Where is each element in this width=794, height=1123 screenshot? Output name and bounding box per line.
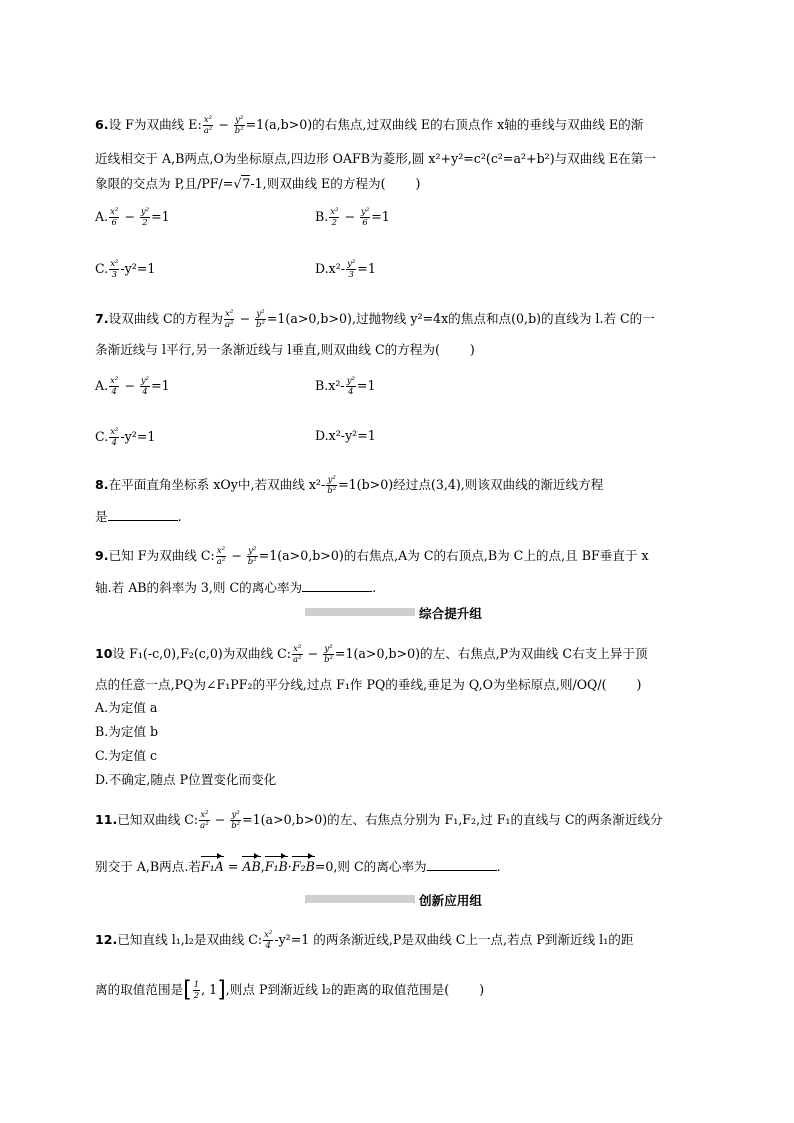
q7-options-row1: A. $\frac{\text{x²}}{4}$ − $\frac{\text{y²}}{4}$ =1 B.x²- $\frac{\text{y²}}{4}$ =1 — [95, 376, 376, 397]
q6-line3: 象限的交点为 P,且/PF/=√7-1,则双曲线 E的方程为( ) — [95, 176, 421, 191]
q7-number: 7. — [95, 311, 109, 326]
q10-option-b: B.为定值 b — [95, 724, 159, 739]
q10-option-c: C.为定值 c — [95, 748, 158, 763]
section-bar — [305, 608, 415, 616]
answer-blank[interactable] — [427, 858, 497, 871]
q11-line1: 11.已知双曲线 C: $\frac{\text{x²}}{\text{a²}}$ − $\frac{\text{y²}}{\text{b²}}$ =1(a>0,b>0)的左、右焦点分别为 F₁,F₂,过 F₁的直线与 C的两条渐近线分 — [95, 810, 663, 831]
q10-option-d: D.不确定,随点 P位置变化而变化 — [95, 772, 277, 787]
q12-line1: 12.已知直线 l₁,l₂是双曲线 C: $\frac{\text{x²}}{4}$ -y²=1 的两条渐近线,P是双曲线 C上一点,若点 P到渐近线 l₁的距 — [95, 930, 634, 951]
q10-option-a: A.为定值 a — [95, 700, 158, 715]
q12-number: 12. — [95, 932, 118, 947]
q9-line2: 轴.若 AB的斜率为 3,则 C的离心率为 . — [95, 580, 377, 595]
section-header-2: 创新应用组 — [305, 890, 505, 908]
section-bar — [305, 895, 415, 903]
q8-number: 8. — [95, 477, 109, 492]
q10-line1: 10设 F₁(-c,0),F₂(c,0)为双曲线 C: $\frac{\text{x²}}{\text{a²}}$ − $\frac{\text{y²}}{\text{b²}}$ =1(a>0,b>0)的左、右焦点,P为双曲线 C右支上异于顶 — [95, 644, 648, 665]
q10-line2: 点的任意一点,PQ为∠F₁PF₂的平分线,过点 F₁作 PQ的垂线,垂足为 Q,O为坐标原点,则/OQ/( ) — [95, 677, 642, 692]
q7-line2: 条渐近线与 l平行,另一条渐近线与 l垂直,则双曲线 C的方程为( ) — [95, 342, 475, 357]
fraction: $\frac{\text{x²}}{\text{a²}}$ — [203, 115, 213, 136]
q12-line2: 离的取值范围是[ $\frac{1}{2}$ , 1],则点 P到渐近线 l₂的距离的取值范围是( ) — [95, 977, 485, 1003]
fraction: $\frac{\text{y²}}{\text{b²}}$ — [234, 115, 244, 136]
q6-options-row2: C. $\frac{\text{x²}}{3}$ -y²=1 D.x²- $\frac{\text{y²}}{3}$ =1 — [95, 259, 376, 280]
answer-blank[interactable] — [108, 508, 178, 521]
q6-number: 6. — [95, 117, 109, 132]
q10-number: 10 — [95, 646, 113, 661]
q6-line2: 近线相交于 A,B两点,O为坐标原点,四边形 OAFB为菱形,圆 x²+y²=c²(c²=a²+b²)与双曲线 E在第一 — [95, 151, 656, 166]
answer-blank[interactable] — [302, 579, 372, 592]
q11-line2: 别交于 A,B两点.若F₁A = AB,F₁B·F₂B=0,则 C的离心率为 . — [95, 859, 501, 874]
q8-line2: 是 . — [95, 509, 182, 524]
q7-options-row2: C. $\frac{\text{x²}}{4}$ -y²=1 D.x²-y²=1 — [95, 427, 376, 448]
section-header-1: 综合提升组 — [305, 603, 505, 621]
q11-number: 11. — [95, 812, 118, 827]
q6-options-row1: A. $\frac{\text{x²}}{6}$ − $\frac{\text{y²}}{2}$ =1 B. $\frac{\text{x²}}{2}$ − $\frac{\text{y²}}{6}$ =1 — [95, 207, 390, 228]
q8-line1: 8.在平面直角坐标系 xOy中,若双曲线 x²- $\frac{\text{y²}}{\text{b²}}$ =1(b>0)经过点(3,4),则该双曲线的渐近线方程 — [95, 475, 604, 496]
q6-line1: 6.设 F为双曲线 E: $\frac{\text{x²}}{\text{a²}}$ − $\frac{\text{y²}}{\text{b²}}$ =1(a,b>0)的右焦点,过双曲线 E的右顶点作 x轴的垂线与双曲线 E的渐 — [95, 115, 644, 136]
q9-line1: 9.已知 F为双曲线 C: $\frac{\text{x²}}{\text{a²}}$ − $\frac{\text{y²}}{\text{b²}}$ =1(a>0,b>0)的右焦点,A为 C的右顶点,B为 C上的点,且 BF垂直于 x — [95, 546, 649, 567]
sqrt7: √7 — [233, 176, 251, 191]
q7-line1: 7.设双曲线 C的方程为 $\frac{\text{x²}}{\text{a²}}$ − $\frac{\text{y²}}{\text{b²}}$ =1(a>0,b>0),过抛物线 y²=4x的焦点和点(0,b)的直线为 l.若 C的一 — [95, 309, 655, 330]
q9-number: 9. — [95, 548, 109, 563]
